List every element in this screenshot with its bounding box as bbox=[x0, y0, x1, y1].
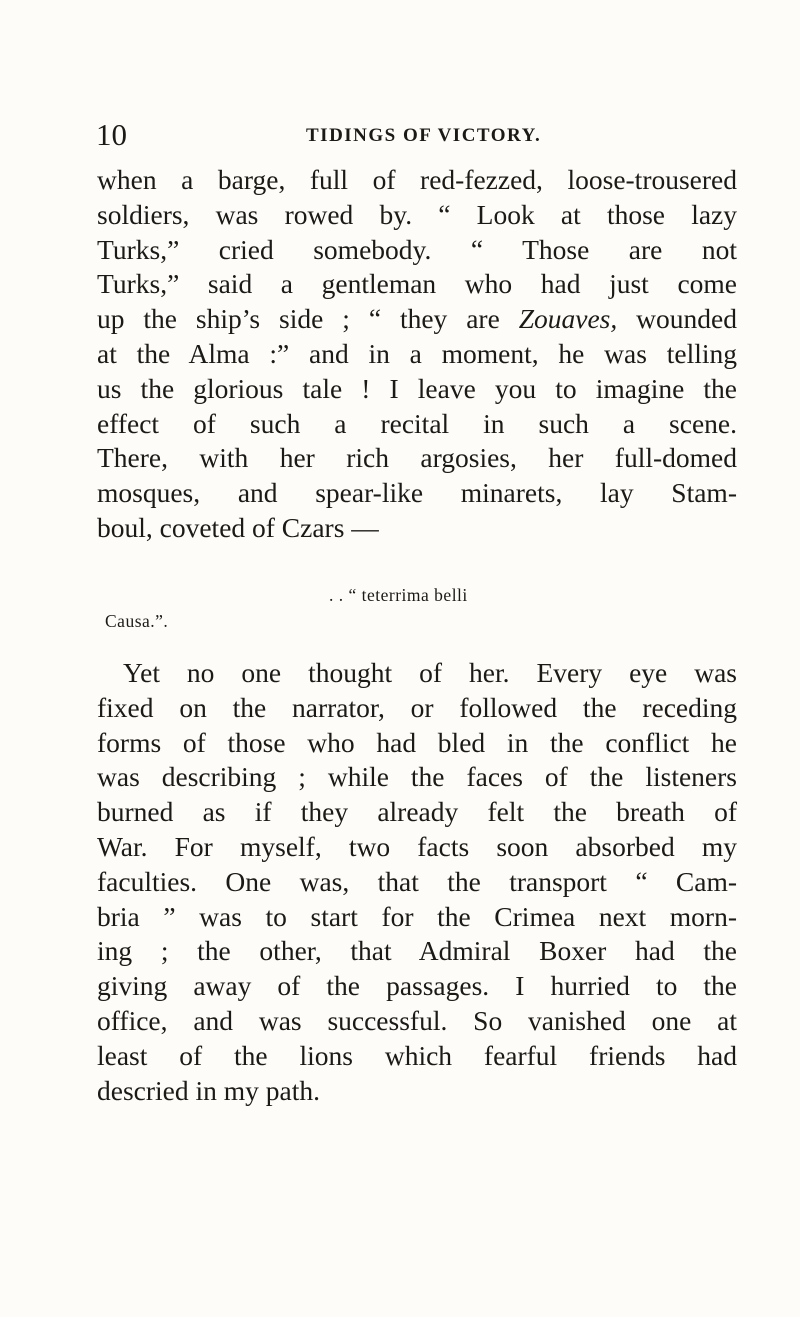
italic-word: Zouaves, bbox=[518, 303, 618, 335]
text-line: was describing ; while the faces of the listeners bbox=[97, 761, 737, 793]
text-line: mosques, and spear-like minarets, lay Stam- bbox=[97, 477, 737, 509]
text-line: Yet no one thought of her. Every eye was bbox=[123, 657, 737, 688]
text-line: when a barge, full of red-fezzed, loose-trousered bbox=[97, 164, 737, 195]
text-line: burned as if they already felt the breath of bbox=[97, 796, 737, 828]
text-line: effect of such a recital in such a scene. bbox=[97, 407, 737, 439]
text-line: Turks,” cried somebody. “ Those are not bbox=[97, 233, 737, 265]
page-number: 10 bbox=[96, 117, 127, 152]
text-line: War. For myself, two facts soon absorbed my bbox=[97, 830, 737, 862]
text-line: bria ” was to start for the Crimea next morn- bbox=[97, 900, 737, 932]
paragraph-2 bbox=[97, 656, 737, 1108]
text-line: at the Alma :” and in a moment, he was telling bbox=[97, 337, 737, 369]
running-head bbox=[96, 118, 736, 152]
running-title: TIDINGS OF VICTORY. bbox=[306, 125, 542, 146]
quote-line-1: . . “ teterrima belli bbox=[329, 585, 468, 605]
text-line: boul, coveted of Czars — bbox=[97, 511, 379, 543]
text-line: forms of those who had bled in the conflict he bbox=[97, 726, 737, 758]
text-line: There, with her rich argosies, her full-domed bbox=[97, 442, 737, 474]
text-line: Turks,” said a gentleman who had just come bbox=[97, 268, 737, 300]
text-line: descried in my path. bbox=[97, 1074, 320, 1106]
text-line: least of the lions which fearful friends had bbox=[97, 1039, 737, 1071]
paragraph-1 bbox=[97, 163, 737, 546]
text-line: faculties. One was, that the transport “ Cam- bbox=[97, 865, 737, 897]
text-line: fixed on the narrator, or followed the receding bbox=[97, 691, 737, 723]
text-line bbox=[97, 302, 737, 337]
text-line: soldiers, was rowed by. “ Look at those lazy bbox=[97, 198, 737, 230]
quote-line-2: Causa.”. bbox=[105, 611, 169, 631]
text-line: us the glorious tale ! I leave you to imagine the bbox=[97, 372, 737, 404]
text-segment: wounded bbox=[617, 303, 738, 335]
text-line: office, and was successful. So vanished one at bbox=[97, 1004, 737, 1036]
text-line: giving away of the passages. I hurried to the bbox=[97, 970, 737, 1002]
text-line: ing ; the other, that Admiral Boxer had the bbox=[97, 935, 737, 967]
text-segment: up the ship’s side ; “ they are bbox=[97, 303, 500, 335]
